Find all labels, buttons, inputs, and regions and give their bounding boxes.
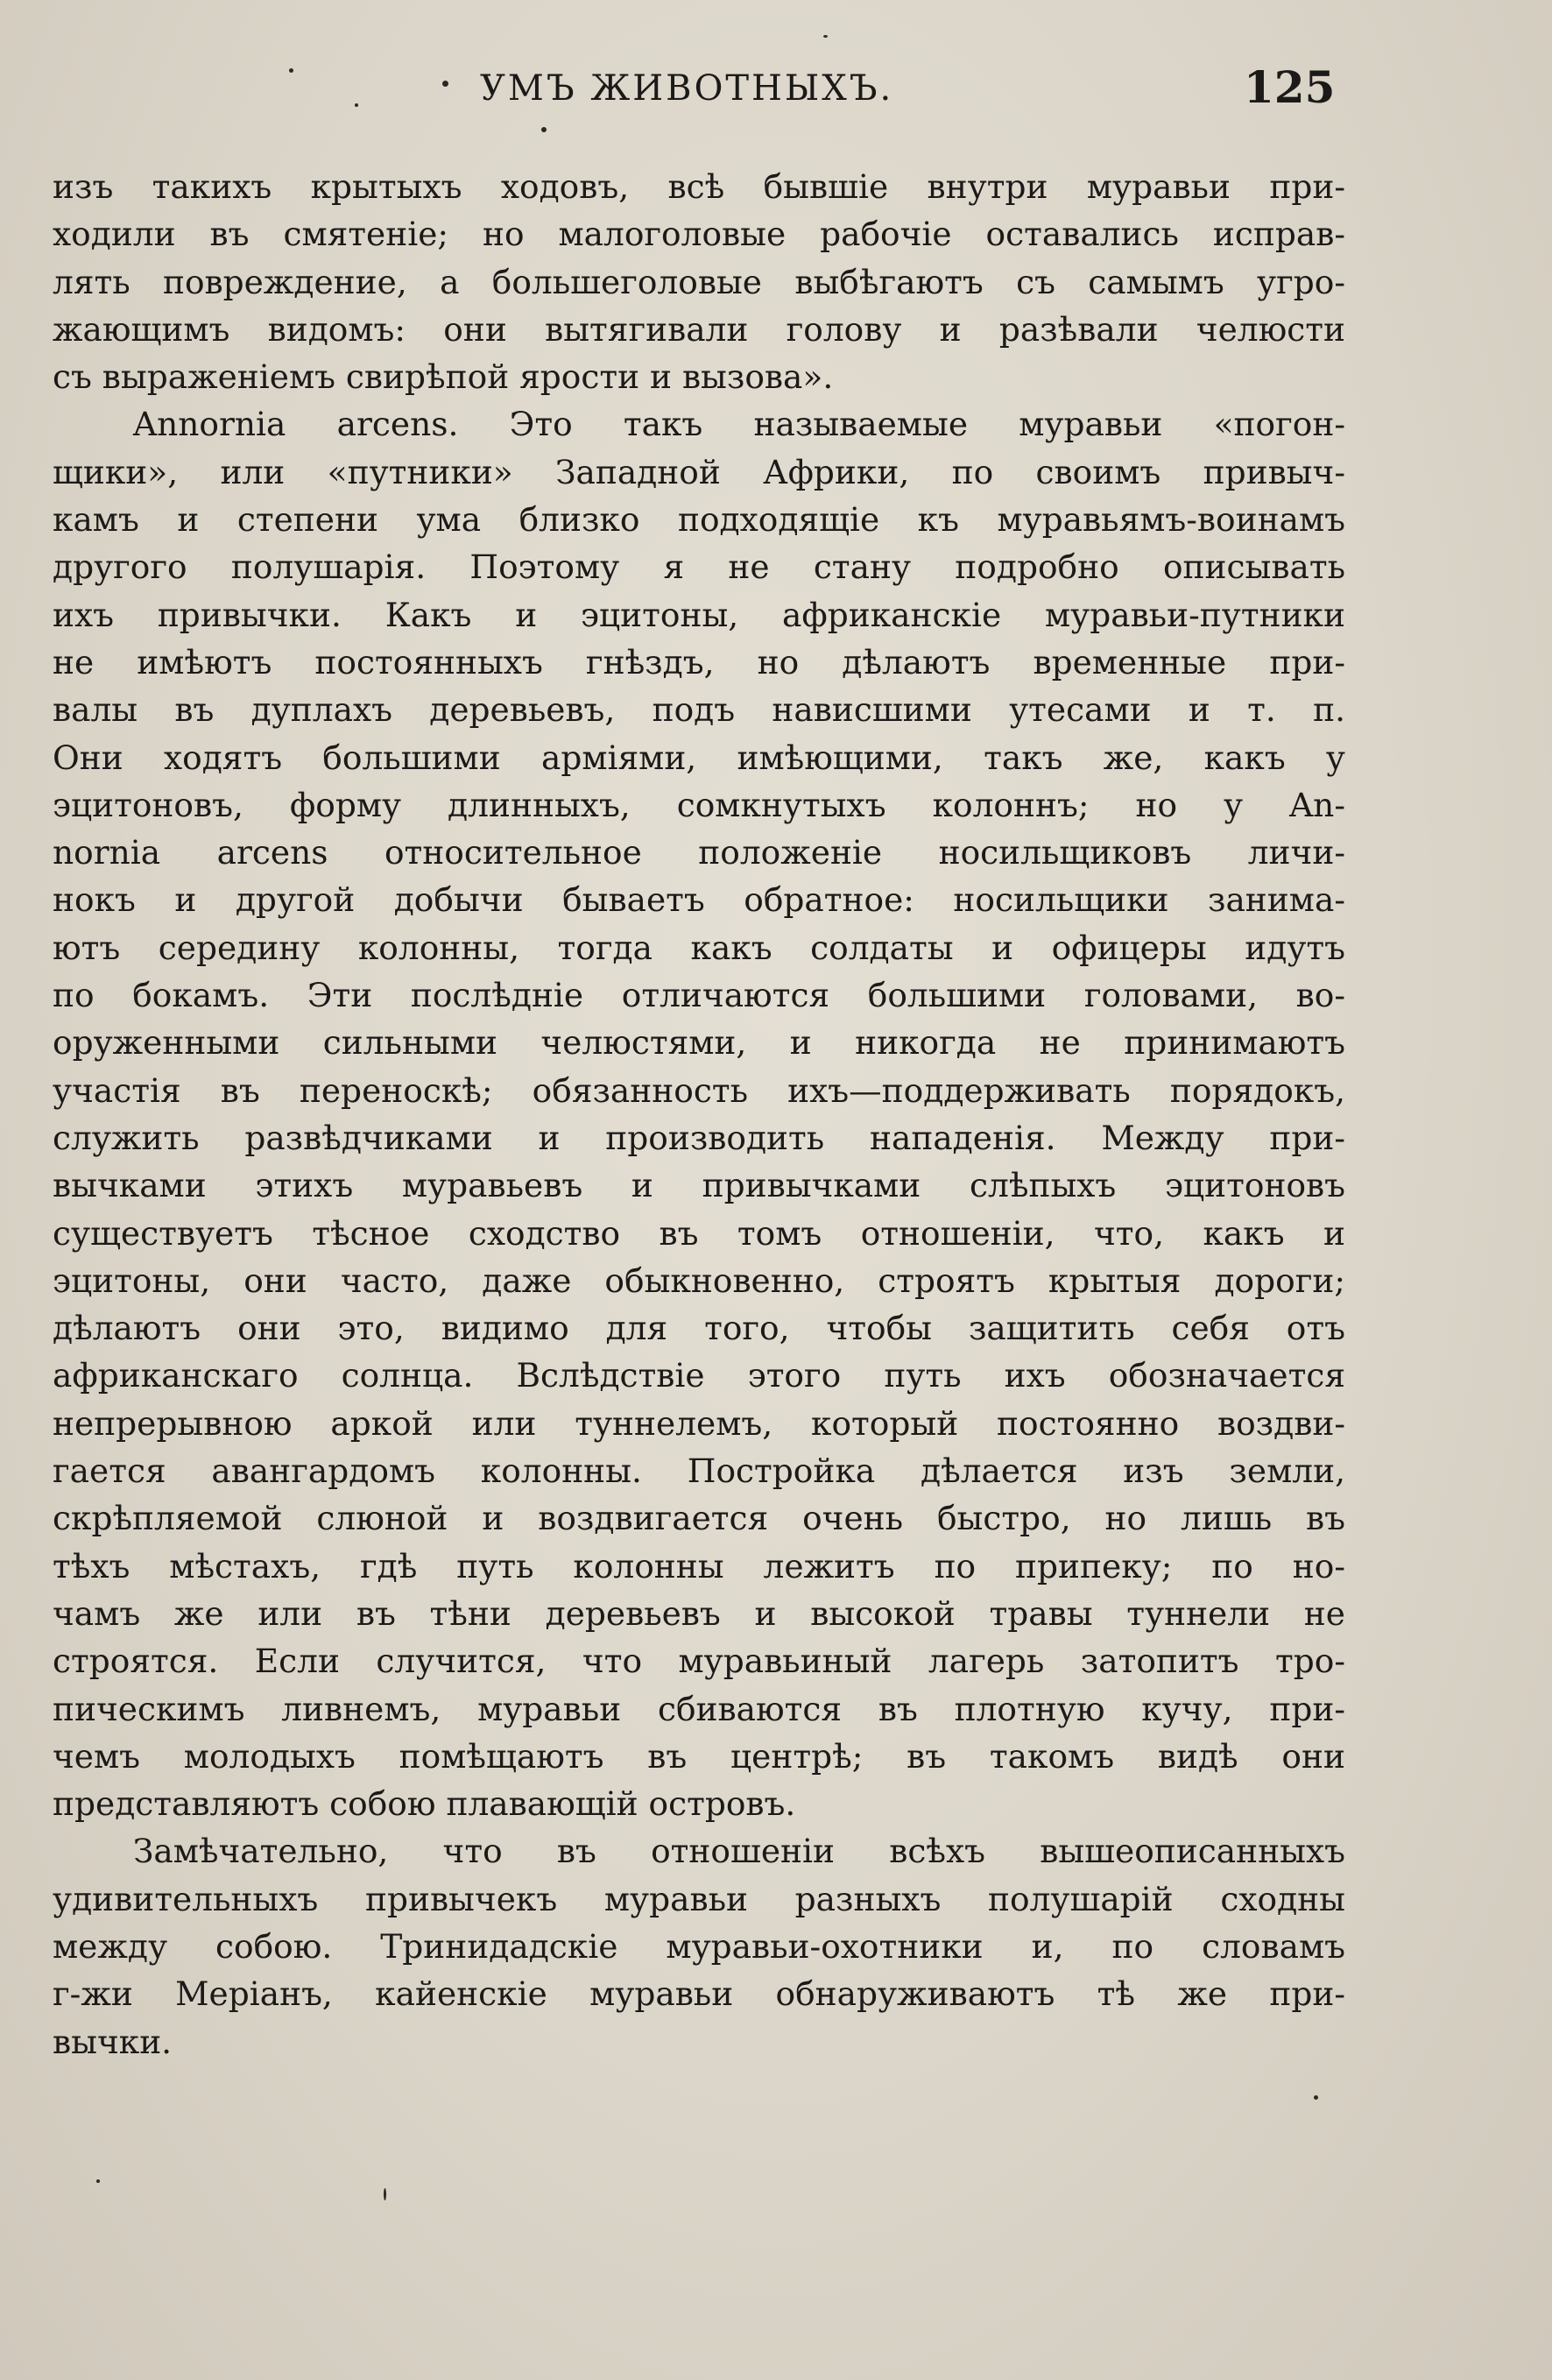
- text-line: не имѣютъ постоянныхъ гнѣздъ, но дѣлаютъ временные при-: [53, 642, 1345, 682]
- print-speck: [1314, 2095, 1318, 2100]
- page-header: [0, 61, 1552, 114]
- text-line: валы въ дуплахъ деревьевъ, подъ нависшими утесами и т. п.: [53, 690, 1345, 730]
- text-line: эцитоновъ, форму длинныхъ, сомкнутыхъ колоннъ; но у An-: [53, 785, 1345, 824]
- text-line: между собою. Тринидадскіе муравьи-охотники и, по словамъ: [53, 1926, 1345, 1966]
- text-line: ихъ привычки. Какъ и эцитоны, африканскіе муравьи-путники: [53, 595, 1345, 634]
- text-line: nornia arcens относительное положеніе носильщиковъ личи-: [53, 833, 1345, 872]
- text-line: дѣлаютъ они это, видимо для того, чтобы защитить себя отъ: [53, 1309, 1345, 1348]
- text-line: жающимъ видомъ: они вытягивали голову и разѣвали челюсти: [53, 309, 1345, 349]
- text-line: щики», или «путники» Западной Африки, по своимъ привыч-: [53, 452, 1345, 491]
- text-line: тѣхъ мѣстахъ, гдѣ путь колонны лежитъ по припеку; по но-: [53, 1546, 1345, 1585]
- text-line: Они ходятъ большими арміями, имѣющими, такъ же, какъ у: [53, 738, 1345, 777]
- text-line: съ выраженіемъ свирѣпой ярости и вызова».: [53, 357, 834, 397]
- text-line: строятся. Если случится, что муравьиный лагерь затопитъ тро-: [53, 1642, 1345, 1681]
- print-speck: [541, 127, 547, 132]
- print-speck: [96, 2179, 100, 2183]
- text-line: существуетъ тѣсное сходство въ томъ отношеніи, что, какъ и: [53, 1213, 1345, 1253]
- text-line: скрѣпляемой слюной и воздвигается очень быстро, но лишь въ: [53, 1499, 1345, 1538]
- text-line: африканскаго солнца. Вслѣдствіе этого путь ихъ обозначается: [53, 1356, 1345, 1395]
- paragraph: [53, 163, 1345, 400]
- text-line: камъ и степени ума близко подходящіе къ муравьямъ-воинамъ: [53, 500, 1345, 540]
- print-speck: [355, 103, 358, 107]
- text-line: чемъ молодыхъ помѣщаютъ въ центрѣ; въ такомъ видѣ они: [53, 1736, 1345, 1776]
- running-title: УМЪ ЖИВОТНЫХЪ.: [480, 68, 894, 109]
- page-number: 125: [1244, 61, 1336, 113]
- text-line: Замѣчательно, что въ отношеніи всѣхъ вышеописанныхъ: [133, 1832, 1345, 1871]
- text-line: эцитоны, они часто, даже обыкновенно, строятъ крытыя дороги;: [53, 1261, 1345, 1300]
- paragraph: [53, 400, 1345, 1827]
- body-text: [53, 163, 1345, 2066]
- text-line: пическимъ ливнемъ, муравьи сбиваются въ плотную кучу, при-: [53, 1689, 1345, 1728]
- text-line: вычками этихъ муравьевъ и привычками слѣпыхъ эцитоновъ: [53, 1166, 1345, 1205]
- text-line: гается авангардомъ колонны. Постройка дѣлается изъ земли,: [53, 1451, 1345, 1491]
- text-line: служить развѣдчиками и производить нападенія. Между при-: [53, 1118, 1345, 1157]
- text-line: ютъ середину колонны, тогда какъ солдаты и офицеры идутъ: [53, 928, 1345, 967]
- text-line: г-жи Меріанъ, кайенскіе муравьи обнаруживаютъ тѣ же при-: [53, 1974, 1345, 2014]
- print-speck: [289, 68, 293, 73]
- text-line: лять повреждение, а большеголовые выбѣгаютъ съ самымъ угро-: [53, 262, 1345, 301]
- paragraph: [53, 1827, 1345, 2065]
- text-line: оруженными сильными челюстями, и никогда не принимаютъ: [53, 1023, 1345, 1063]
- text-line: изъ такихъ крытыхъ ходовъ, всѣ бывшіе внутри муравьи при-: [53, 167, 1345, 206]
- text-line: представляютъ собою плавающій островъ.: [53, 1784, 796, 1824]
- text-line: другого полушарія. Поэтому я не стану подробно описывать: [53, 547, 1345, 587]
- text-line: по бокамъ. Эти послѣдніе отличаются большими головами, во-: [53, 976, 1345, 1015]
- print-speck: [823, 35, 828, 38]
- print-speck: [384, 2188, 386, 2200]
- print-speck: [442, 81, 448, 87]
- text-line: удивительныхъ привычекъ муравьи разныхъ полушарій сходны: [53, 1879, 1345, 1918]
- text-line: вычки.: [53, 2022, 173, 2061]
- text-line: нокъ и другой добычи бываетъ обратное: носильщики занима-: [53, 880, 1345, 920]
- text-line: Annornia arcens. Это такъ называемые муравьи «погон-: [133, 405, 1345, 444]
- text-line: непрерывною аркой или туннелемъ, который постоянно воздви-: [53, 1403, 1345, 1443]
- text-line: чамъ же или въ тѣни деревьевъ и высокой травы туннели не: [53, 1593, 1345, 1633]
- text-line: ходили въ смятеніе; но малоголовые рабочіе оставались исправ-: [53, 215, 1345, 254]
- text-line: участія въ переноскѣ; обязанность ихъ—поддерживать порядокъ,: [53, 1070, 1345, 1110]
